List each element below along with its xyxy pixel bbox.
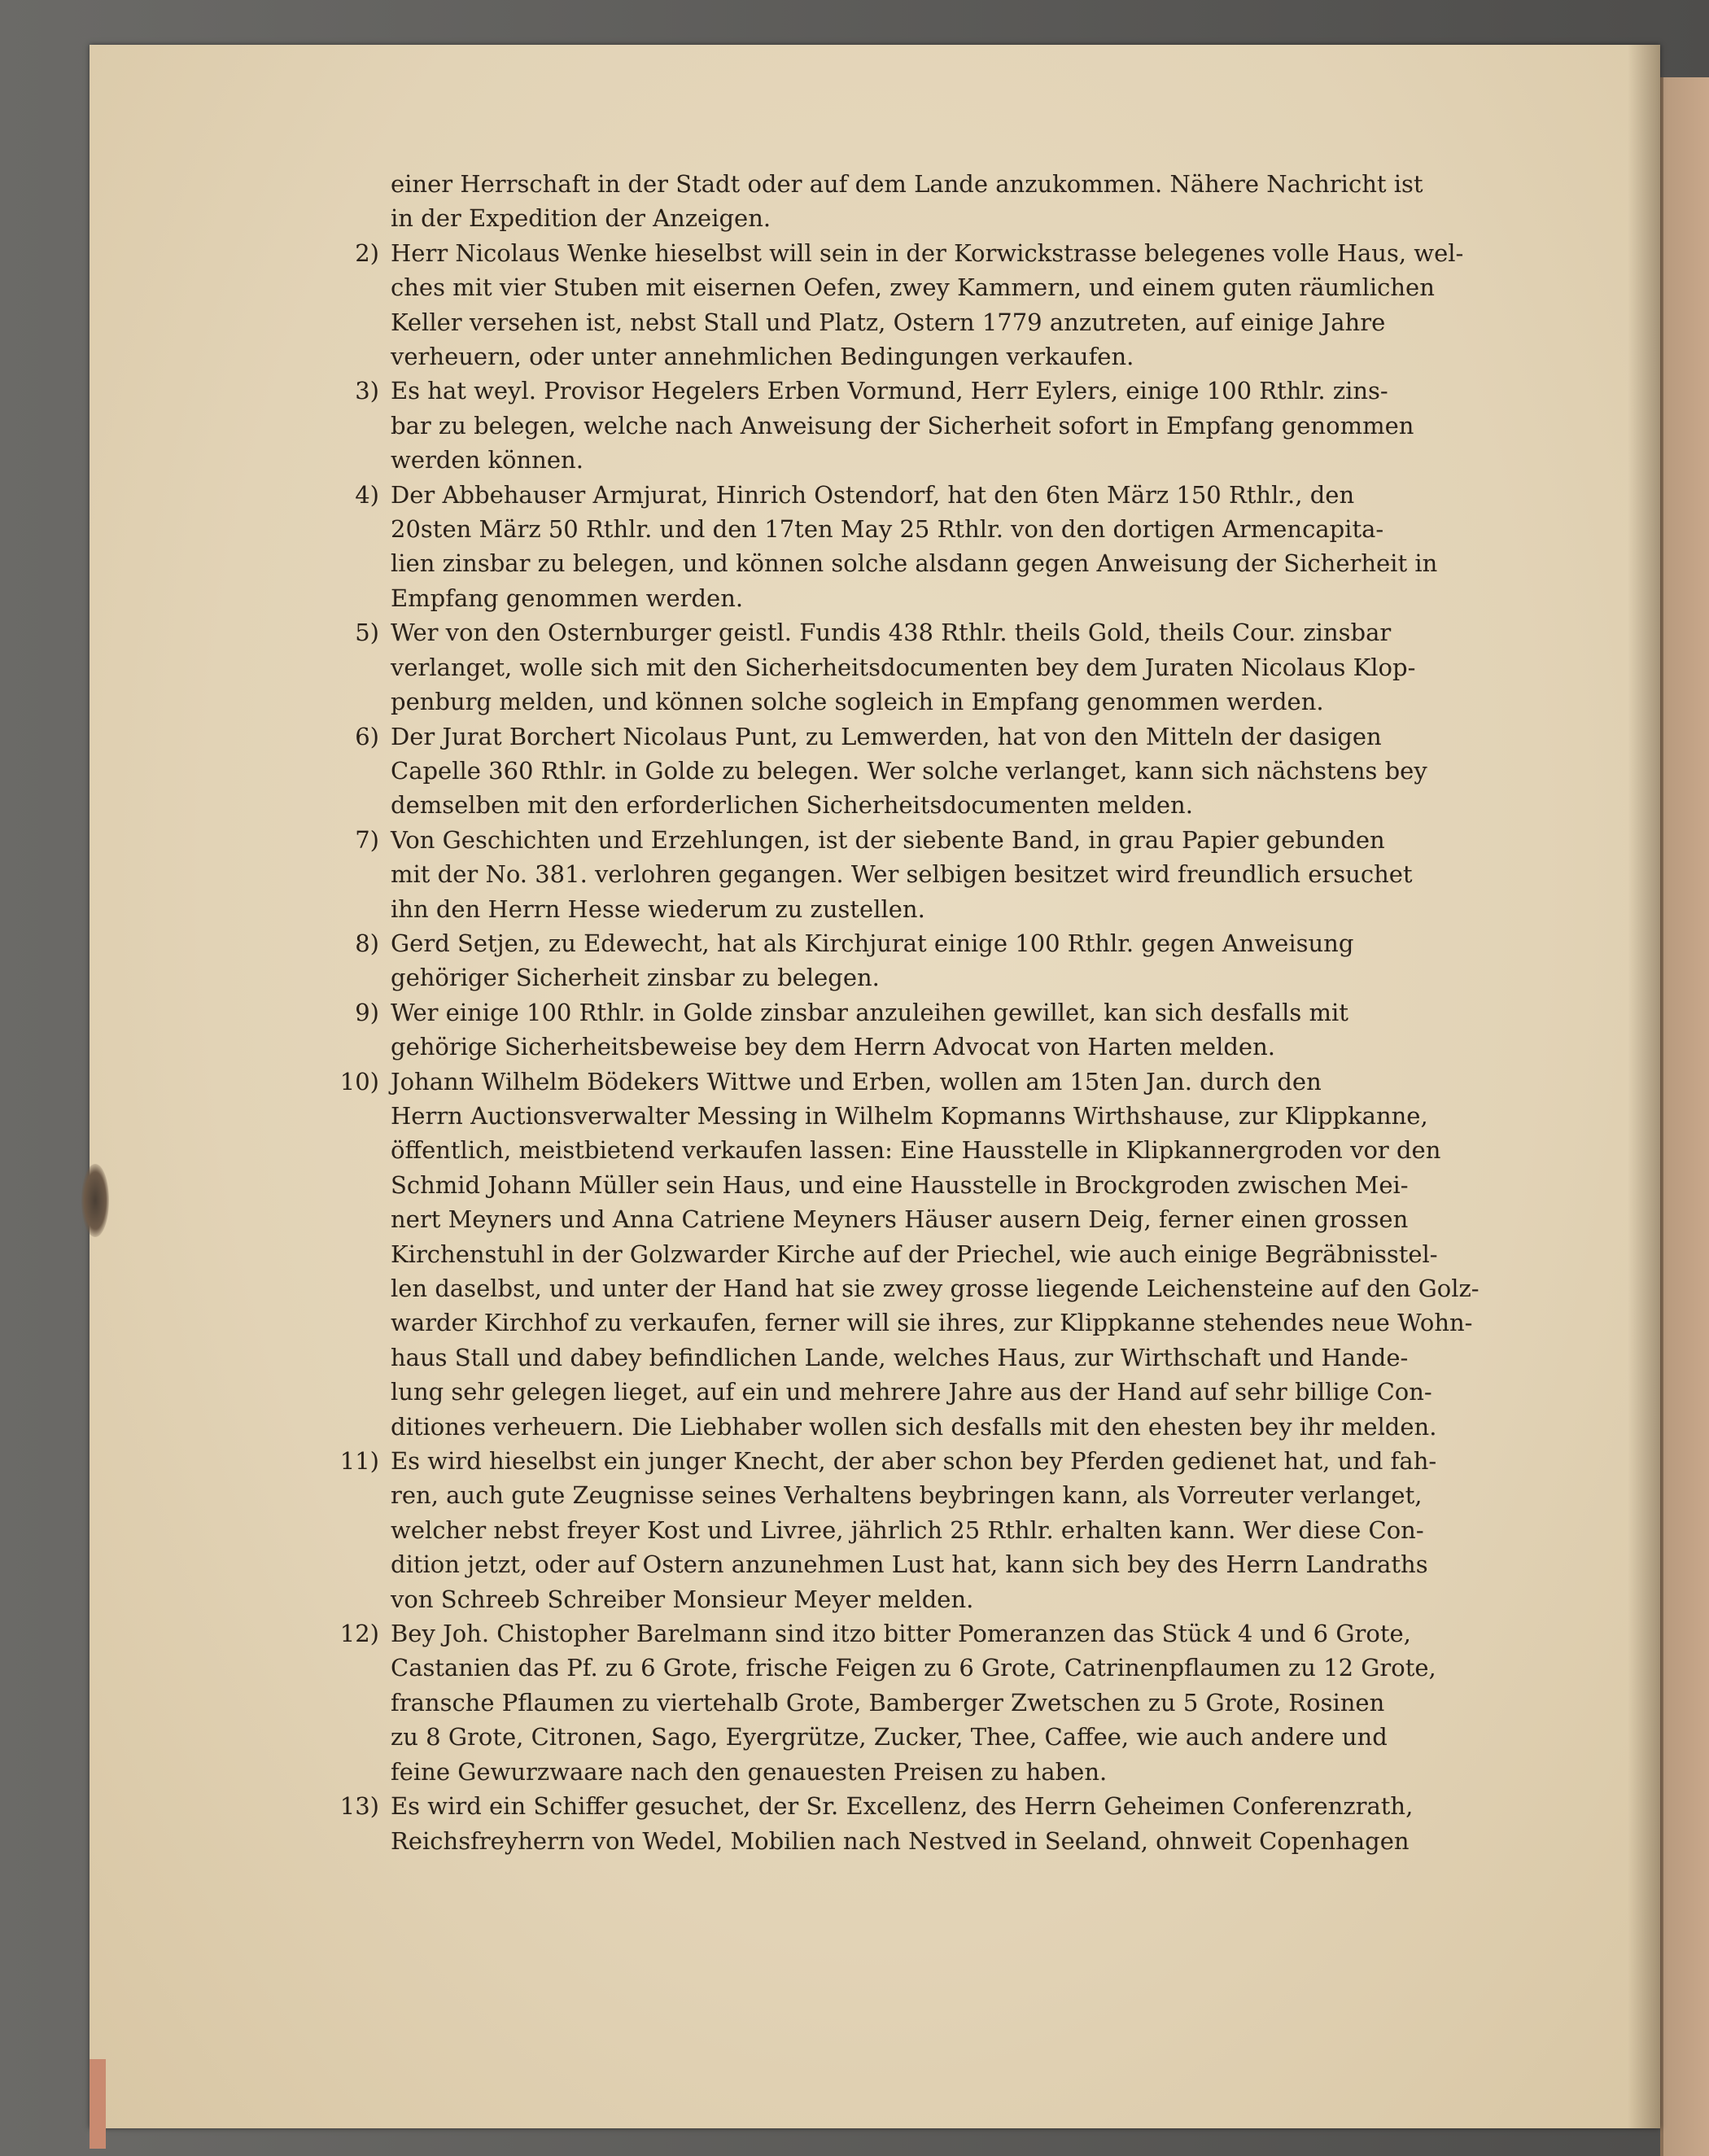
text-line: ches mit vier Stuben mit eisernen Oefen, zwey Kammern, und einem guten räumlichen [391,273,1435,302]
entry-number: 4) [355,480,379,509]
entry-6 [355,926,1526,995]
text-line: Keller versehen ist, nebst Stall und Platz, Ostern 1779 anzutreten, auf einige Jahre [391,308,1386,336]
entry-4 [355,719,1526,823]
text-line: ren, auch gute Zeugnisse seines Verhaltens beybringen kann, als Vorreuter verlanget, [391,1481,1423,1510]
entry-number: 10) [339,1067,379,1095]
entry-body [391,615,1526,719]
entry-10 [339,1616,1526,1789]
text-line: von Schreeb Schreiber Monsieur Meyer melden. [391,1585,974,1613]
text-line: Capelle 360 Rthlr. in Golde zu belegen. Wer solche verlanget, kann sich nächstens bey [391,756,1427,785]
text-line: verheuern, oder unter annehmlichen Bedingungen verkaufen. [391,343,1134,371]
text-line: Herr Nicolaus Wenke hieselbst will sein in der Korwickstrasse belegenes volle Haus, wel- [391,238,1464,267]
entry-body [391,1065,1526,1444]
text-line: Von Geschichten und Erzehlungen, ist der siebente Band, in grau Papier gebunden [391,825,1385,854]
entry-number: 5) [355,619,379,647]
facing-page-edge [1660,77,1709,2156]
ink-blot [81,1164,109,1237]
text-line: nert Meyners und Anna Catriene Meyners Häuser ausern Deig, ferner einen grossen [391,1205,1409,1234]
entry-number: 9) [355,998,379,1026]
text-column [339,167,1526,1858]
entry-number: 3) [355,377,379,405]
spine-shadow [1628,45,1660,2128]
entry-2 [355,478,1526,616]
text-line: ditiones verheuern. Die Liebhaber wollen sich desfalls mit den ehesten bey ihr melden. [391,1412,1437,1441]
text-line: werden können. [391,446,584,474]
text-line: welcher nebst freyer Kost und Livree, jährlich 25 Rthlr. erhalten kann. Wer diese Con- [391,1515,1424,1544]
text-line: gehörige Sicherheitsbeweise bey dem Herrn Advocat von Harten melden. [391,1033,1275,1061]
entry-body [391,823,1526,926]
entry-body [391,478,1526,616]
text-line: Kirchenstuhl in der Golzwarder Kirche auf der Priechel, wie auch einige Begräbnisstel- [391,1240,1438,1268]
text-line: in der Expedition der Anzeigen. [391,204,771,233]
text-line: Bey Joh. Chistopher Barelmann sind itzo bitter Pomeranzen das Stück 4 und 6 Grote, [391,1620,1411,1648]
text-line: fransche Pflaumen zu viertehalb Grote, Bamberger Zwetschen zu 5 Grote, Rosinen [391,1688,1385,1716]
entry-3 [355,615,1526,719]
text-line: lung sehr gelegen lieget, auf ein und mehrere Jahre aus der Hand auf sehr billige Con- [391,1378,1432,1406]
text-line: lien zinsbar zu belegen, und können solche alsdann gegen Anweisung der Sicherheit in [391,549,1438,578]
entry-number: 13) [339,1792,379,1821]
entry-body [391,236,1526,374]
entry-11 [339,1789,1526,1858]
text-line: Es hat weyl. Provisor Hegelers Erben Vormund, Herr Eylers, einige 100 Rthlr. zins- [391,377,1388,405]
entry-number: 6) [355,722,379,750]
entry-number: 8) [355,929,379,957]
text-line: len daselbst, und unter der Hand hat sie zwey grosse liegende Leichensteine auf den Golz- [391,1275,1480,1302]
entry-5 [355,823,1526,926]
text-line: Empfang genommen werden. [391,584,744,612]
entry-body [391,719,1526,823]
entry-number: 2) [355,238,379,267]
text-line: Reichsfreyherrn von Wedel, Mobilien nach Nestved in Seeland, ohnweit Copenhagen [391,1826,1410,1855]
entry-number: 12) [339,1620,379,1648]
entry-9 [339,1444,1526,1616]
entry-body [391,1444,1526,1616]
entry-body [391,995,1526,1065]
entry-number: 7) [355,825,379,854]
entry-number: 11) [339,1447,379,1476]
text-line: einer Herrschaft in der Stadt oder auf dem Lande anzukommen. Nähere Nachricht ist [391,170,1423,198]
text-line: öffentlich, meistbietend verkaufen lassen: Eine Hausstelle in Klipkannergroden vor den [391,1136,1441,1165]
text-line: Es wird ein Schiffer gesuchet, der Sr. Excellenz, des Herrn Geheimen Conferenzrath, [391,1792,1414,1821]
text-line: ihn den Herrn Hesse wiederum zu zustellen. [391,894,925,923]
entry-1 [355,374,1526,477]
entry-7 [355,995,1526,1065]
text-line: 20sten März 50 Rthlr. und den 17ten May 25 Rthlr. von den dortigen Armencapita- [391,515,1384,544]
text-line: haus Stall und dabey befindlichen Lande, welches Haus, zur Wirthschaft und Hande- [391,1343,1409,1371]
entry-body [391,926,1526,995]
text-line: verlanget, wolle sich mit den Sicherheitsdocumenten bey dem Juraten Nicolaus Klop- [391,653,1416,681]
entry-8 [339,1065,1526,1444]
entry-0 [355,236,1526,374]
entry-intro [391,167,1526,236]
entry-body [391,374,1526,477]
text-line: Herrn Auctionsverwalter Messing in Wilhelm Kopmanns Wirthshause, zur Klippkanne, [391,1101,1428,1130]
text-line: zu 8 Grote, Citronen, Sago, Eyergrütze, Zucker, Thee, Caffee, wie auch andere und [391,1723,1388,1751]
text-line: Gerd Setjen, zu Edewecht, hat als Kirchjurat einige 100 Rthlr. gegen Anweisung [391,929,1354,957]
text-line: demselben mit den erforderlichen Sicherheitsdocumenten melden. [391,791,1193,820]
text-line: mit der No. 381. verlohren gegangen. Wer selbigen besitzet wird freundlich ersuchet [391,860,1413,889]
text-line: Johann Wilhelm Bödekers Wittwe und Erben, wollen am 15ten Jan. durch den [391,1067,1322,1095]
text-line: feine Gewurzwaare nach den genauesten Preisen zu haben. [391,1757,1108,1786]
page-edge-stain [90,2059,106,2149]
entry-body [391,1789,1526,1858]
entry-body [391,1616,1526,1789]
text-line: Schmid Johann Müller sein Haus, und eine Hausstelle in Brockgroden zwischen Mei- [391,1170,1409,1199]
text-line: Wer einige 100 Rthlr. in Golde zinsbar anzuleihen gewillet, kan sich desfalls mit [391,998,1348,1026]
text-line: Der Abbehauser Armjurat, Hinrich Ostendorf, hat den 6ten März 150 Rthlr., den [391,480,1355,509]
text-line: Wer von den Osternburger geistl. Fundis 438 Rthlr. theils Gold, theils Cour. zinsbar [391,619,1392,647]
text-line: dition jetzt, oder auf Ostern anzunehmen Lust hat, kann sich bey des Herrn Landraths [391,1550,1428,1579]
text-line: Es wird hieselbst ein junger Knecht, der aber schon bey Pferden gedienet hat, und fah- [391,1447,1437,1476]
text-line: Castanien das Pf. zu 6 Grote, frische Feigen zu 6 Grote, Catrinenpflaumen zu 12 Grote, [391,1654,1436,1682]
text-line: Der Jurat Borchert Nicolaus Punt, zu Lemwerden, hat von den Mitteln der dasigen [391,722,1382,750]
text-line: bar zu belegen, welche nach Anweisung der Sicherheit sofort in Empfang genommen [391,411,1414,440]
text-line: gehöriger Sicherheit zinsbar zu belegen. [391,964,880,992]
text-line: penburg melden, und können solche sogleich in Empfang genommen werden. [391,688,1324,716]
text-line: warder Kirchhof zu verkaufen, ferner will sie ihres, zur Klippkanne stehendes neue Wohn- [391,1309,1473,1337]
